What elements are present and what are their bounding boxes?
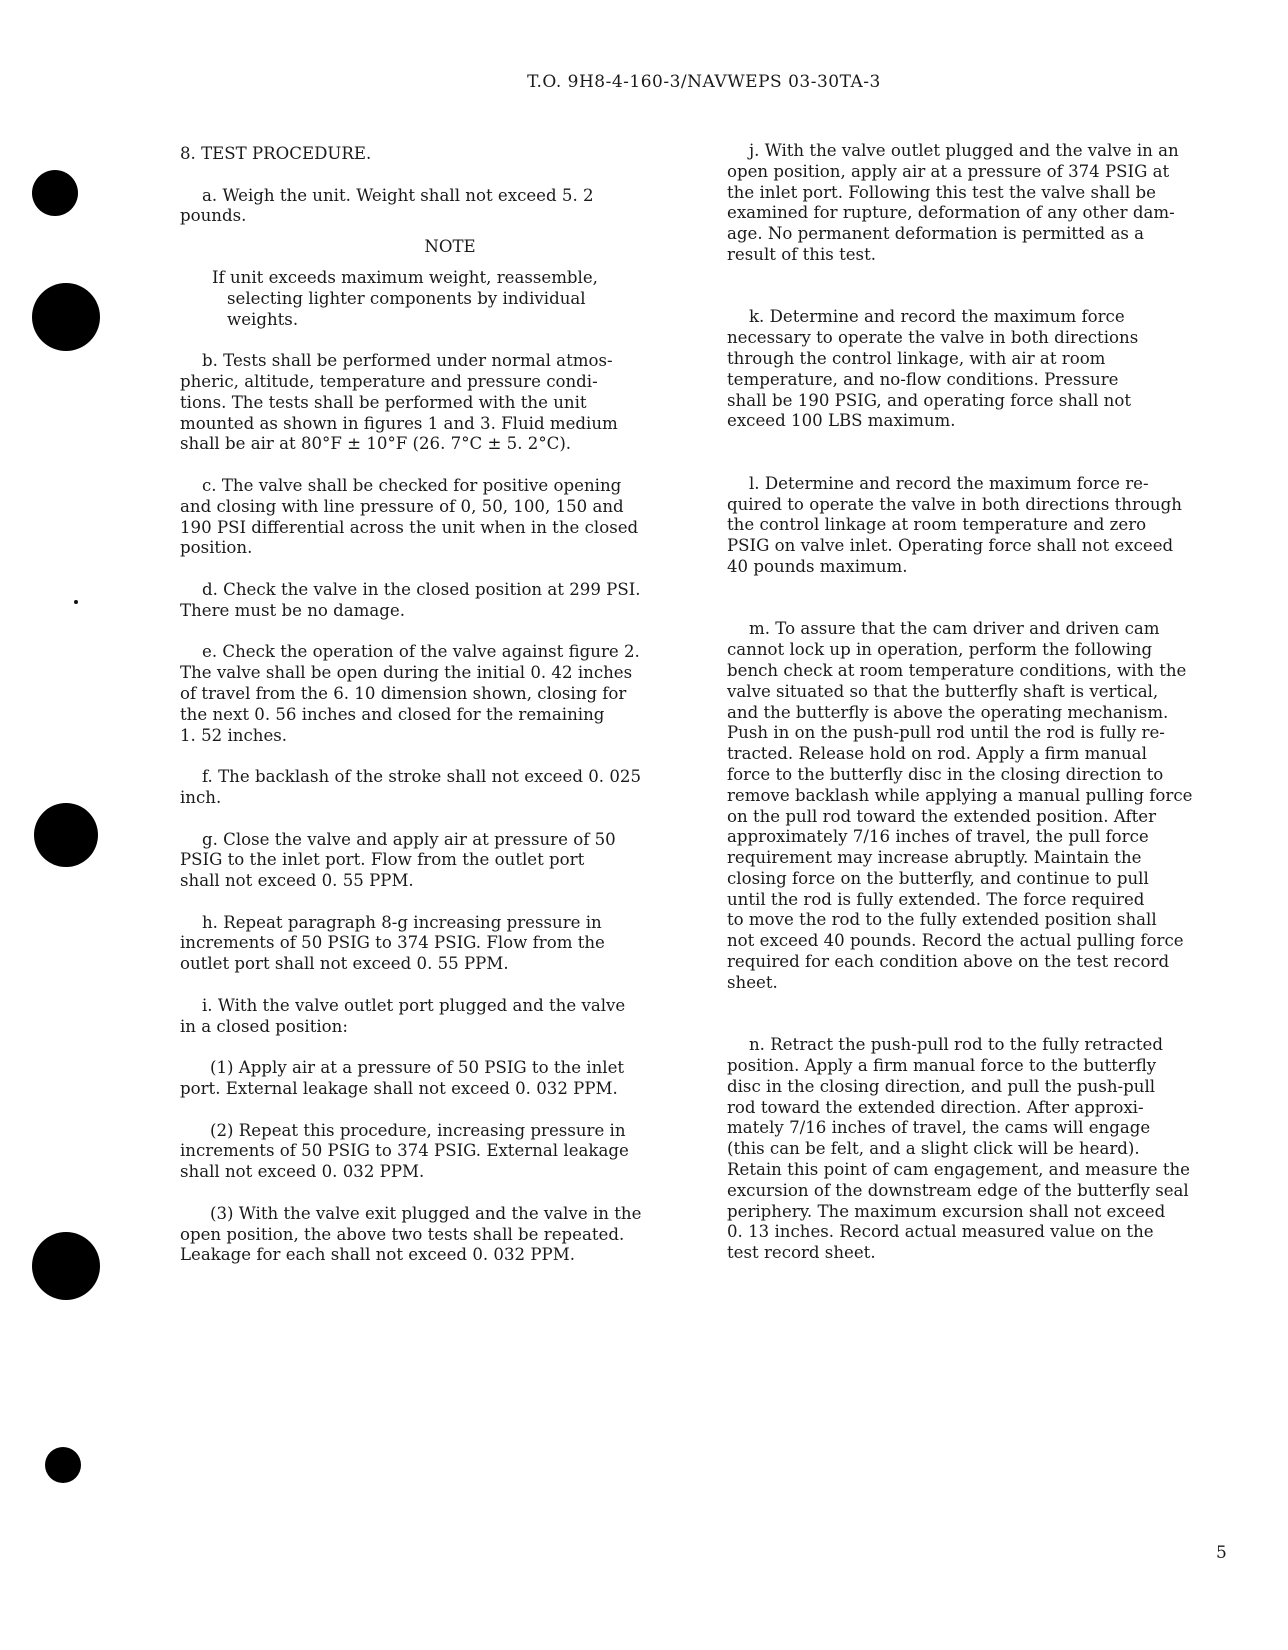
paragraph-b: b. Tests shall be performed under normal atmos- pheric, altitude, temperature and pressure condi- tions. The tests shall be performed with the unit mounted as shown in figures 1 and 3. Fluid medium shall be air at 80°F ± 10°F (26. 7°C ± 5. 2°C). <box>180 351 618 454</box>
paragraph-c: c. The valve shall be checked for positive opening and closing with line pressure of 0, 50, 100, 150 and 190 PSI differential across the unit when in the closed position. <box>180 475 639 558</box>
binder-hole-1 <box>32 170 78 216</box>
paragraph-h: h. Repeat paragraph 8-g increasing pressure in increments of 50 PSIG to 374 PSIG. Flow from the outlet port shall not exceed 0. 55 PPM. <box>180 912 605 974</box>
page-number: 5 <box>1216 1543 1227 1563</box>
note-body: If unit exceeds maximum weight, reassemble, selecting lighter components by individual weights. <box>212 267 598 329</box>
paragraph-f: f. The backlash of the stroke shall not exceed 0. 025 inch. <box>180 767 641 807</box>
paragraph-l: l. Determine and record the maximum force re- quired to operate the valve in both directions through the control linkage at room temperature and zero PSIG on valve inlet. Operating force shall not exceed 40 pounds maximum. <box>727 473 1182 576</box>
paragraph-k: k. Determine and record the maximum force necessary to operate the valve in both directions through the control linkage, with air at room temperature, and no-flow conditions. Pressure shall be 190 PSIG, and operating force shall not exceed 100 LBS maximum. <box>727 307 1139 431</box>
margin-dot <box>74 600 78 604</box>
paragraph-i: i. With the valve outlet port plugged and the valve in a closed position: <box>180 995 626 1036</box>
paragraph-j: j. With the valve outlet plugged and the valve in an open position, apply air at a pressure of 374 PSIG at the inlet port. Following this test the valve shall be examined for rupture, deformation of any other dam- age. No permanent deformation is permitted as a result of this test. <box>727 141 1179 264</box>
paragraph-n: n. Retract the push-pull rod to the fully retracted position. Apply a firm manual force to the butterfly disc in the closing direction, and pull the push-pull rod toward the extended direction. After approxi- mately 7/16 inches of travel, the cams will engage (this can be felt, and a slight click will be heard). Retain this point of cam engagement, and measure the excursion of the downstream edge of the butterfly seal periphery. The maximum excursion shall not exceed 0. 13 inches. Record actual measured value on the test record sheet. <box>727 1035 1191 1263</box>
paragraph-d: d. Check the valve in the closed position at 299 PSI. There must be no damage. <box>180 579 641 620</box>
paragraph-e: e. Check the operation of the valve against figure 2. The valve shall be open during the initial 0. 42 inches of travel from the 6. 10 dimension shown, closing for the next 0. 56 inches and closed for the remaining 1. 52 inches. <box>180 642 640 745</box>
binder-hole-4 <box>32 1232 100 1300</box>
paragraph-g: g. Close the valve and apply air at pressure of 50 PSIG to the inlet port. Flow from the outlet port shall not exceed 0. 55 PPM. <box>180 829 616 891</box>
left-column <box>180 144 680 1266</box>
paragraph-m: m. To assure that the cam driver and driven cam cannot lock up in operation, perform the following bench check at room temperature conditions, with the valve situated so that the butterfly shaft is vertical, and the butterfly is above the operating mechanism. Push in on the push-pull rod until the rod is fully re- tracted. Release hold on rod. Apply a firm manual force to the butterfly disc in the closing direction to remove backlash while applying a manual pulling force on the pull rod toward the extended position. After approximately 7/16 inches of travel, the pull force requirement may increase abruptly. Maintain the closing force on the butterfly, and continue to pull until the rod is fully extended. The force required to move the rod to the fully extended position shall not exceed 40 pounds. Record the actual pulling force required for each condition above on the test record sheet. <box>727 619 1193 992</box>
paragraph-a: a. Weigh the unit. Weight shall not exceed 5. 2 pounds. <box>180 185 594 226</box>
paragraph-i-3: (3) With the valve exit plugged and the valve in the open position, the above two tests shall be repeated. Leakage for each shall not exceed 0. 032 PPM. <box>180 1203 642 1265</box>
section-title: 8. TEST PROCEDURE. <box>180 144 372 163</box>
right-column <box>727 141 1237 1264</box>
note-title: NOTE <box>424 237 476 257</box>
document-header: T.O. 9H8-4-160-3/NAVWEPS 03-30TA-3 <box>527 72 881 92</box>
binder-hole-2 <box>32 283 100 351</box>
binder-hole-5 <box>45 1447 81 1483</box>
paragraph-i-1: (1) Apply air at a pressure of 50 PSIG to the inlet port. External leakage shall not exceed 0. 032 PPM. <box>180 1058 625 1099</box>
paragraph-i-2: (2) Repeat this procedure, increasing pressure in increments of 50 PSIG to 374 PSIG. External leakage shall not exceed 0. 032 PPM. <box>180 1120 629 1182</box>
binder-hole-3 <box>34 803 98 867</box>
